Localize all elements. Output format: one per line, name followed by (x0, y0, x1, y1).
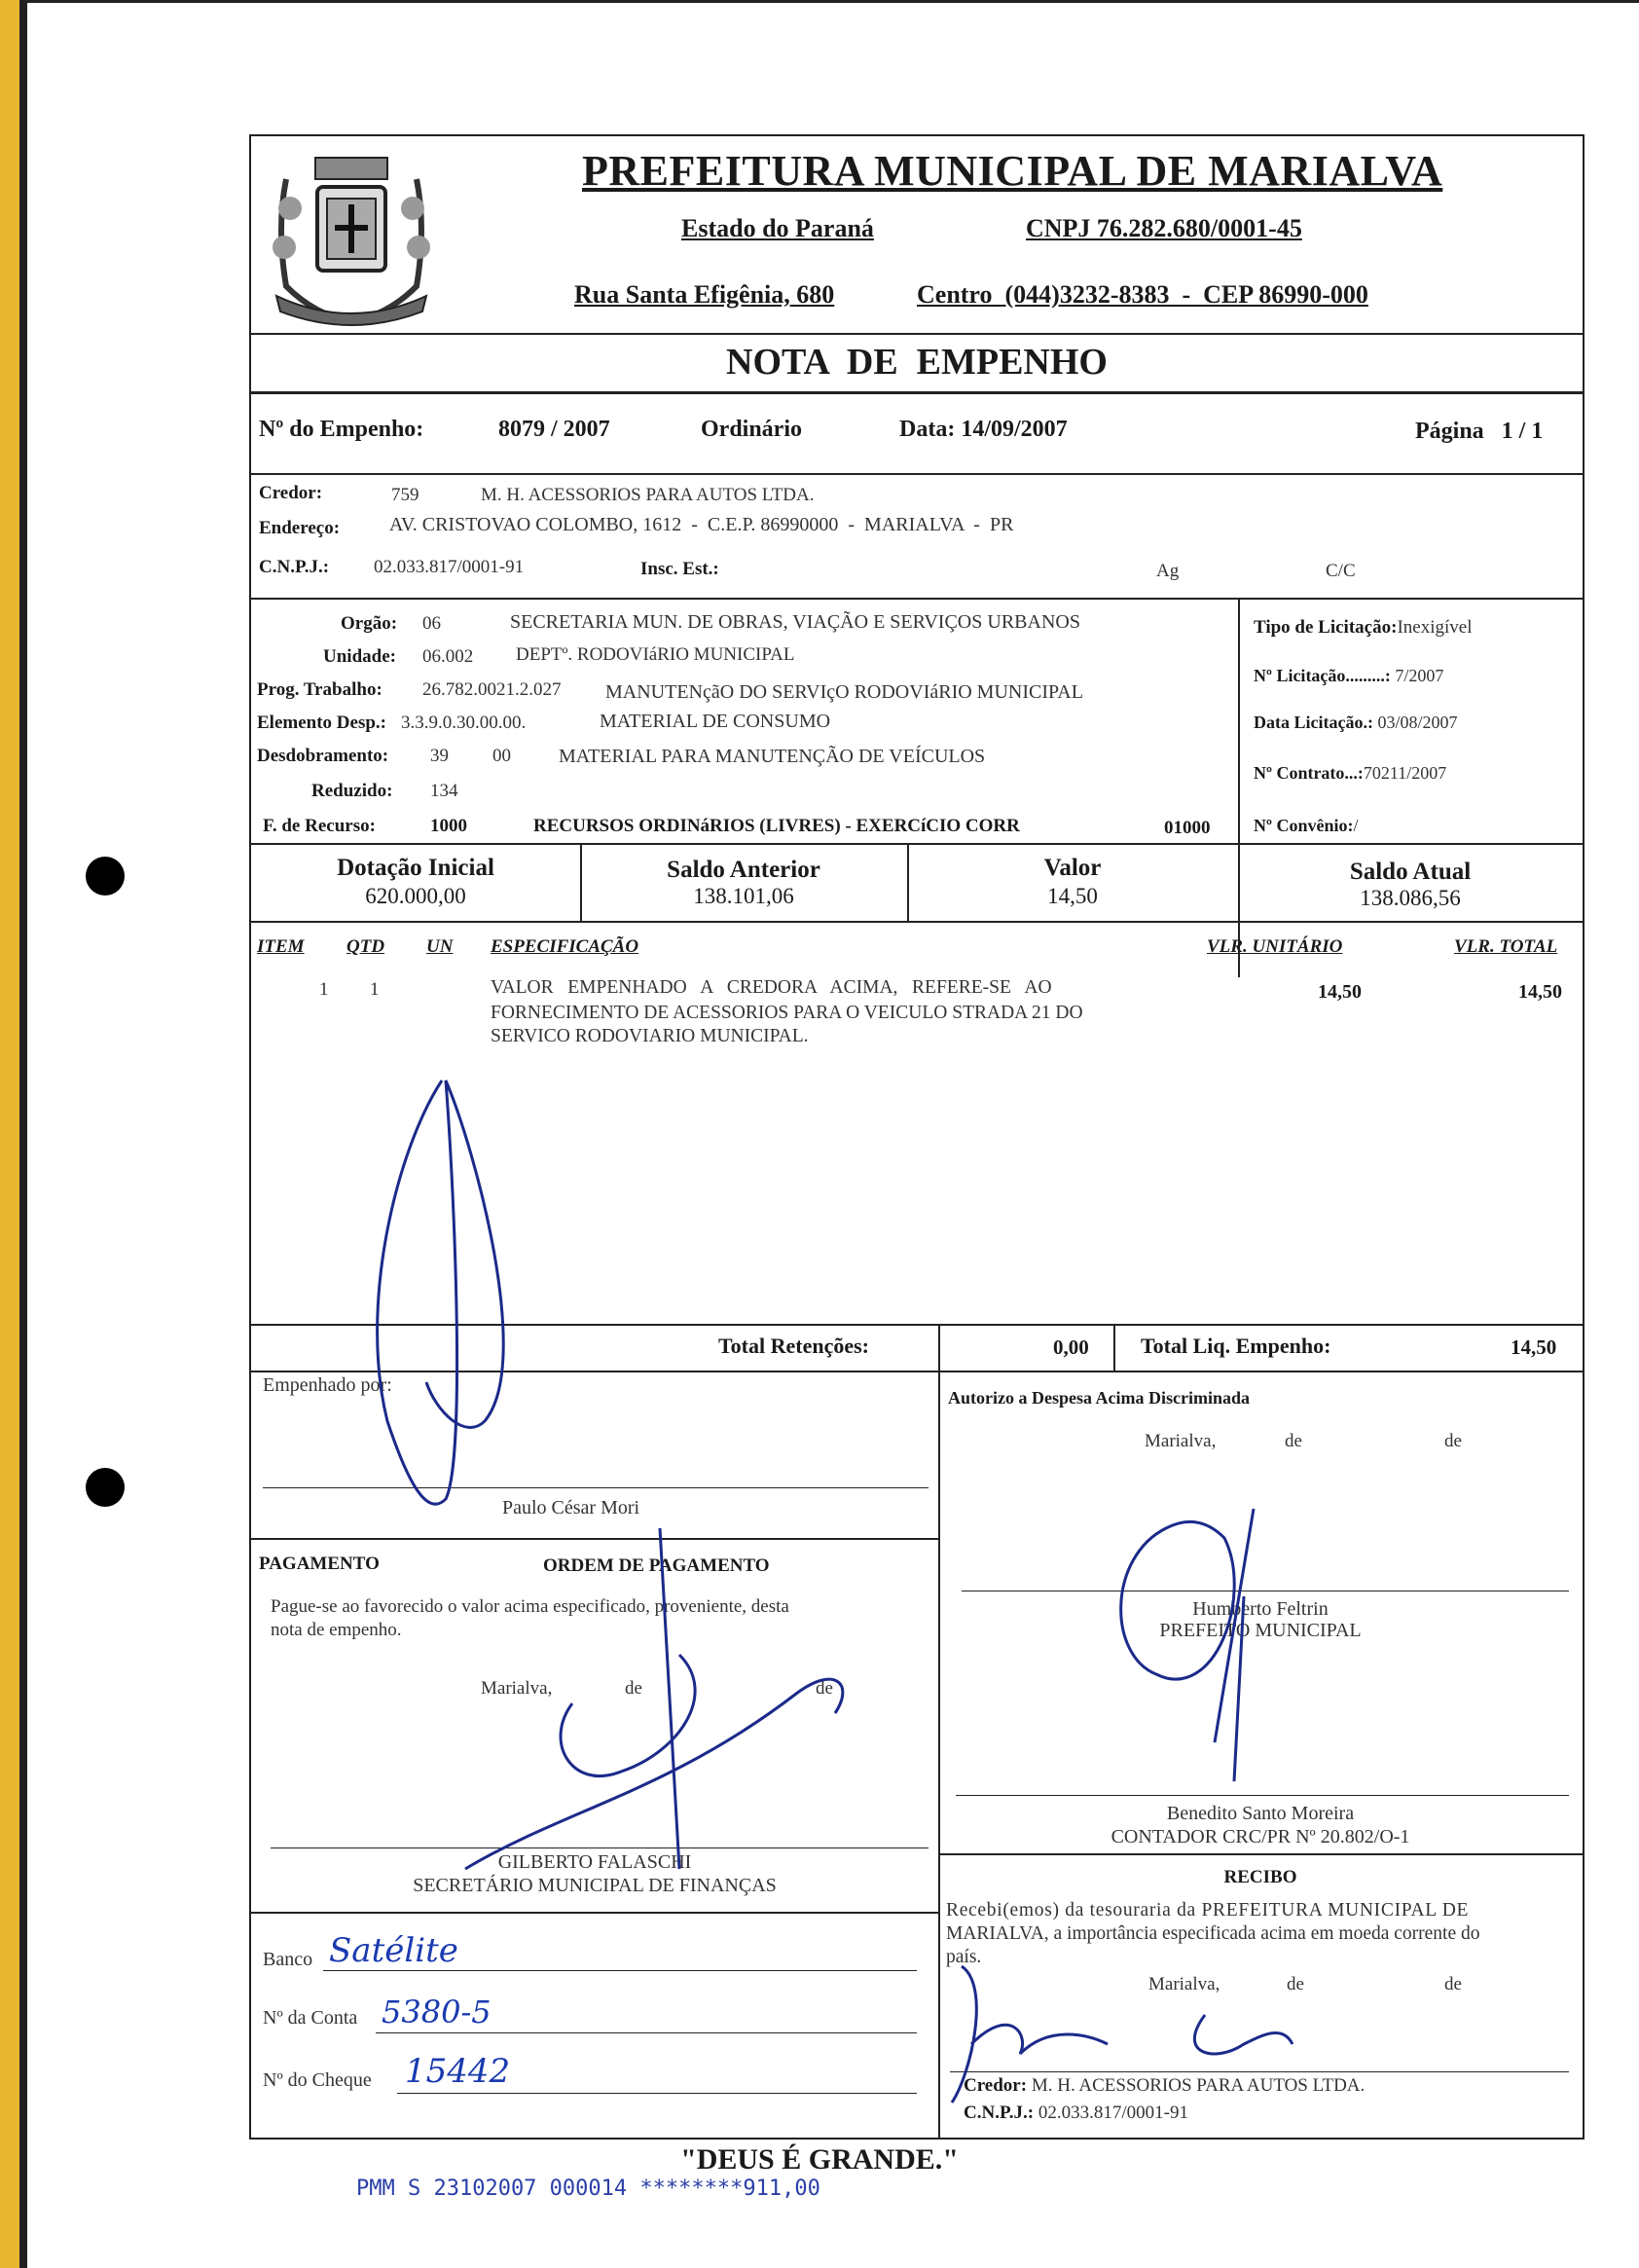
reduzido-code: 134 (430, 781, 458, 801)
empenho-date: Data: 14/09/2007 (899, 417, 1068, 442)
desdobramento-desc: MATERIAL PARA MANUTENÇÃO DE VEÍCULOS (559, 746, 986, 767)
recibo-credor: Credor: M. H. ACESSORIOS PARA AUTOS LTDA. (964, 2075, 1366, 2096)
item-spec-line2: FORNECIMENTO DE ACESSORIOS PARA O VEICULO STRADA 21 DO (491, 1003, 1083, 1023)
unidade-desc: DEPTº. RODOVIáRIO MUNICIPAL (516, 644, 795, 665)
banco-value: Satélite (329, 1931, 458, 1970)
pagamento-label: PAGAMENTO (259, 1554, 380, 1574)
empenhado-name: Paulo César Mori (502, 1497, 640, 1518)
autorizo-de2: de (1444, 1431, 1462, 1451)
item-vlr-unitario: 14,50 (1318, 981, 1362, 1003)
recibo-label: RECIBO (1223, 1867, 1297, 1887)
binding-shadow (19, 0, 27, 2268)
numero-convenio: Nº Convênio:/ (1254, 816, 1359, 835)
numero-licitacao: Nº Licitação.........: 7/2007 (1254, 666, 1444, 685)
recibo-text-line3: país. (946, 1947, 982, 1967)
data-licitacao: Data Licitação.: 03/08/2007 (1254, 713, 1458, 732)
col-vlr-unitario: VLR. UNITÁRIO (1207, 936, 1343, 957)
mayor-title: PREFEITO MUNICIPAL (1159, 1620, 1362, 1641)
total-liq-label: Total Liq. Empenho: (1141, 1334, 1331, 1358)
page-title: PREFEITURA MUNICIPAL DE MARIALVA (582, 147, 1443, 195)
prog-trabalho-code: 26.782.0021.2.027 (422, 679, 562, 700)
credor-address: AV. CRISTOVAO COLOMBO, 1612 - C.E.P. 86990000 - MARIALVA - PR (389, 514, 1014, 535)
total-retencoes-value: 0,00 (1053, 1335, 1089, 1359)
nota-empenho-form (249, 134, 1584, 2140)
dotacao-value: 620.000,00 (365, 884, 466, 908)
address-label: Endereço: (259, 518, 341, 538)
recibo-city: Marialva, (1148, 1974, 1220, 1994)
autorizo-city: Marialva, (1145, 1431, 1217, 1451)
desdobramento-sub: 00 (492, 746, 511, 766)
credor-code: 759 (391, 485, 419, 505)
pagamento-city: Marialva, (481, 1678, 553, 1699)
desdobramento-code: 39 (430, 746, 449, 766)
col-un: UN (426, 936, 454, 957)
pagamento-de1: de (625, 1678, 642, 1699)
page-number: Página 1 / 1 (1415, 419, 1544, 444)
fonte-recurso-ref: 01000 (1164, 818, 1211, 838)
cnpj-label: C.N.P.J.: (259, 557, 330, 577)
state-name: Estado do Paraná (681, 214, 874, 242)
recibo-text-line1: Recebi(emos) da tesouraria da PREFEITURA MUNICIPAL DE (946, 1900, 1470, 1920)
cheque-value: 15442 (405, 2052, 511, 2091)
payment-stamp: PMM S 23102007 000014 ********911,00 (356, 2177, 820, 2201)
saldo-anterior-label: Saldo Anterior (667, 857, 820, 883)
orgao-code: 06 (422, 613, 441, 634)
total-retencoes-label: Total Retenções: (718, 1334, 869, 1358)
doc-title: NOTA DE EMPENHO (726, 342, 1108, 383)
conta-label: Nº da Conta (263, 2007, 358, 2029)
accountant-name: Benedito Santo Moreira (1166, 1803, 1355, 1824)
credor-label: Credor: (259, 483, 323, 503)
mayor-name: Humberto Feltrin (1192, 1598, 1329, 1620)
recibo-de1: de (1287, 1974, 1304, 1994)
unidade-code: 06.002 (422, 646, 474, 667)
col-item: ITEM (257, 936, 305, 957)
col-especificacao: ESPECIFICAÇÃO (491, 936, 639, 957)
dotacao-label: Dotação Inicial (337, 855, 494, 881)
street-address: Rua Santa Efigênia, 680 (574, 280, 835, 309)
empenho-number: 8079 / 2007 (498, 417, 610, 442)
recibo-text-line2: MARIALVA, a importância especificada acima em moeda corrente do (946, 1923, 1480, 1944)
fonte-recurso-desc: RECURSOS ORDINáRIOS (LIVRES) - EXERCíCIO CORR (533, 816, 1020, 836)
punch-hole (86, 857, 125, 896)
tipo-licitacao: Tipo de Licitação:Inexigível (1254, 617, 1473, 638)
empenho-type: Ordinário (701, 417, 803, 442)
reduzido-label: Reduzido: (311, 781, 393, 801)
valor-value: 14,50 (1047, 884, 1098, 908)
cnpj-prefeitura: CNPJ 76.282.680/0001-45 (1026, 214, 1302, 242)
autorizo-de1: de (1285, 1431, 1302, 1451)
pagamento-de2: de (816, 1678, 833, 1699)
item-vlr-total: 14,50 (1518, 981, 1562, 1003)
page-edge (27, 0, 1639, 3)
unidade-label: Unidade: (323, 646, 396, 667)
col-vlr-total: VLR. TOTAL (1454, 936, 1558, 957)
total-liq-value: 14,50 (1511, 1335, 1557, 1359)
numero-contrato: Nº Contrato...:70211/2007 (1254, 763, 1447, 783)
signature-paulo (378, 1080, 504, 1504)
ordem-pagamento-label: ORDEM DE PAGAMENTO (543, 1555, 770, 1576)
fonte-recurso-code: 1000 (430, 816, 467, 836)
binding-strip (0, 0, 19, 2268)
cheque-label: Nº do Cheque (263, 2069, 372, 2091)
item-number: 1 (319, 979, 329, 1000)
prog-trabalho-label: Prog. Trabalho: (257, 679, 382, 700)
saldo-atual-value: 138.086,56 (1360, 886, 1461, 910)
fonte-recurso-label: F. de Recurso: (263, 816, 376, 836)
item-spec-line3: SERVICO RODOVIARIO MUNICIPAL. (491, 1026, 809, 1046)
conta-value: 5380-5 (382, 1994, 492, 2030)
empenho-label: Nº do Empenho: (259, 417, 424, 442)
recibo-cnpj: C.N.P.J.: 02.033.817/0001-91 (964, 2103, 1188, 2123)
cc-label: C/C (1326, 561, 1356, 581)
pagamento-text-line1: Pague-se ao favorecido o valor acima especificado, proveniente, desta (271, 1596, 789, 1617)
prog-trabalho-desc: MANUTENçãO DO SERVIçO RODOVIáRIO MUNICIPAL (605, 681, 1083, 703)
handwritten-signatures (251, 136, 1583, 2138)
signature-gilberto (465, 1528, 843, 1869)
elemento-desc: MATERIAL DE CONSUMO (600, 711, 831, 732)
punch-hole (86, 1468, 125, 1507)
saldo-atual-label: Saldo Atual (1349, 859, 1472, 885)
accountant-title: CONTADOR CRC/PR Nº 20.802/O-1 (1111, 1826, 1410, 1847)
finance-secretary-title: SECRETÁRIO MUNICIPAL DE FINANÇAS (413, 1875, 777, 1896)
footer-motto: "DEUS É GRANDE." (680, 2143, 959, 2176)
autorizo-label: Autorizo a Despesa Acima Discriminada (948, 1388, 1250, 1408)
contact-info: Centro (044)3232-8383 - CEP 86990-000 (917, 280, 1368, 309)
finance-secretary-name: GILBERTO FALASCHI (497, 1851, 692, 1873)
credor-cnpj: 02.033.817/0001-91 (374, 557, 525, 577)
elemento-code: 3.3.9.0.30.00.00. (401, 713, 527, 733)
item-spec-line1: VALOR EMPENHADO A CREDORA ACIMA, REFERE-SE AO (491, 977, 1052, 998)
insc-est-label: Insc. Est.: (640, 559, 719, 579)
signature-humberto (1121, 1509, 1254, 1781)
orgao-desc: SECRETARIA MUN. DE OBRAS, VIAÇÃO E SERVIÇOS URBANOS (510, 611, 1080, 633)
recibo-de2: de (1444, 1974, 1462, 1994)
banco-label: Banco (263, 1949, 313, 1970)
col-qtd: QTD (346, 936, 385, 957)
pagamento-text-line2: nota de empenho. (271, 1620, 402, 1640)
elemento-label: Elemento Desp.: (257, 713, 386, 733)
ag-label: Ag (1156, 561, 1180, 581)
orgao-label: Orgão: (341, 613, 398, 634)
saldo-anterior-value: 138.101,06 (693, 884, 794, 908)
valor-label: Valor (1043, 855, 1102, 881)
item-qtd: 1 (370, 979, 380, 1000)
desdobramento-label: Desdobramento: (257, 746, 389, 766)
credor-name: M. H. ACESSORIOS PARA AUTOS LTDA. (481, 485, 815, 505)
signature-credor (952, 1966, 1293, 2103)
empenhado-label: Empenhado por: (263, 1374, 392, 1396)
